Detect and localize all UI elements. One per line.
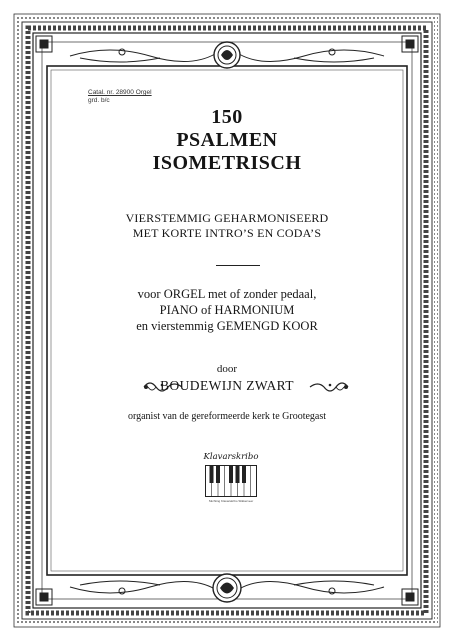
logo-foot-left: Stichting Klavarskribo <box>208 499 238 503</box>
logo-foot-right: Slikkerveer <box>238 499 254 503</box>
title-psalmen: PSALMEN <box>176 129 278 151</box>
author-name: BOUDEWIJN ZWART <box>160 378 294 393</box>
publisher-logo <box>200 452 262 512</box>
by-label: door <box>216 363 238 375</box>
scoring-line-2: PIANO of HARMONIUM <box>159 303 295 317</box>
author-note: organist van de gereformeerde kerk te Grootegast <box>127 411 327 422</box>
logo-foot <box>200 499 262 503</box>
catalog-number <box>88 89 152 105</box>
title-isometrisch: ISOMETRISCH <box>152 152 302 174</box>
bottom-medallion <box>213 574 241 602</box>
catalog-line-2: grd. b/c <box>88 97 110 104</box>
title-block <box>60 80 394 560</box>
logo-script: Klavarskribo <box>203 452 259 462</box>
scoring-line-3: en vierstemmig GEMENGD KOOR <box>136 319 318 333</box>
catalog-line-1: Catal. nr. 28900 Orgel <box>88 89 152 96</box>
keyboard-icon <box>205 465 257 497</box>
author-row <box>60 376 394 398</box>
right-scroll-ornament <box>308 377 350 397</box>
subtitle-line-2: MET KORTE INTRO’S EN CODA’S <box>132 226 322 240</box>
divider-rule <box>216 265 260 266</box>
scoring-line-1: voor ORGEL met of zonder pedaal, <box>137 287 317 301</box>
top-medallion <box>214 42 240 68</box>
title-number: 150 <box>211 106 243 128</box>
subtitle-line-1: VIERSTEMMIG GEHARMONISEERD <box>125 211 329 225</box>
